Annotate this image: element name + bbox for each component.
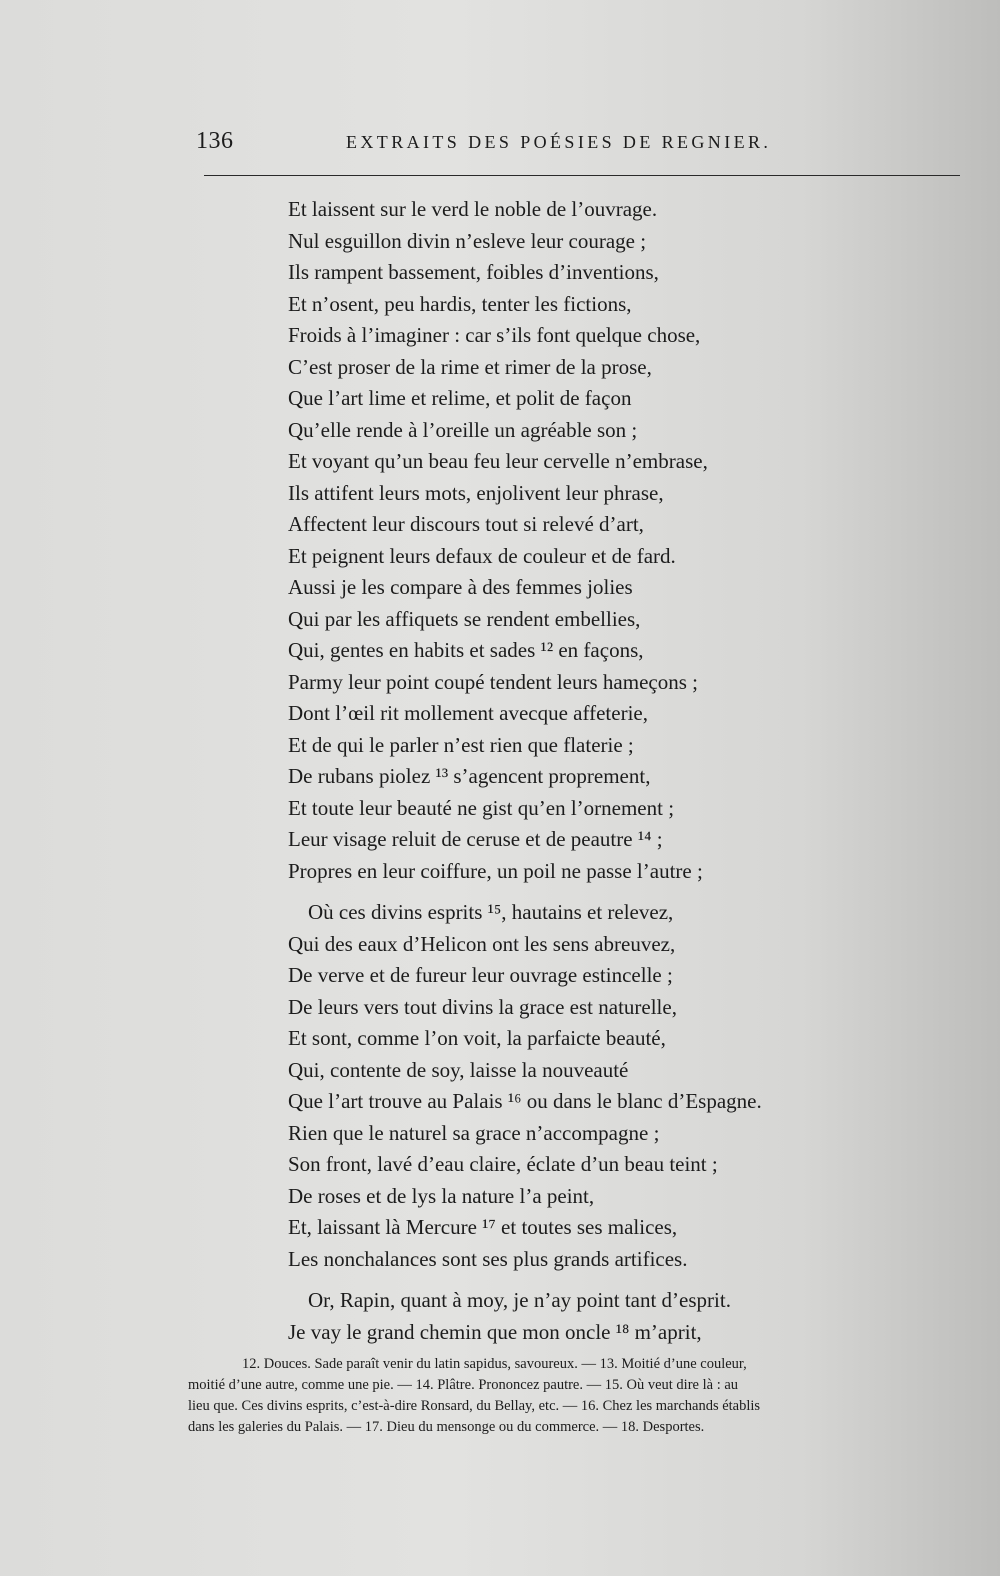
stanza-3 (288, 1285, 828, 1348)
verse-line: C’est proser de la rime et rimer de la prose, (288, 354, 652, 379)
verse-line: Ils rampent bassement, foibles d’inventions, (288, 260, 659, 284)
verse-line: Je vay le grand chemin que mon oncle ¹⁸ m’aprit, (288, 1319, 702, 1344)
verse-line: De rubans piolez ¹³ s’agencent proprement, (288, 764, 651, 788)
verse-line: Ils attifent leurs mots, enjolivent leur phrase, (288, 480, 664, 505)
poem-text (288, 194, 828, 1348)
verse-line: Qui par les affiquets se rendent embellies, (288, 606, 641, 631)
verse-line: Et peignent leurs defaux de couleur et de fard. (288, 543, 676, 568)
verse-line: Et de qui le parler n’est rien que flaterie ; (288, 732, 634, 757)
verse-line: Nul esguillon divin n’esleve leur courage ; (288, 228, 647, 253)
verse-line: Froids à l’imaginer : car s’ils font quelque chose, (288, 323, 701, 347)
verse-line: Or, Rapin, quant à moy, je n’ay point tant d’esprit. (308, 1288, 731, 1312)
verse-line: Son front, lavé d’eau claire, éclate d’un beau teint ; (288, 1152, 718, 1176)
verse-line: Que l’art lime et relime, et polit de façon (288, 386, 632, 410)
footnote-line: 12. Douces. Sade paraît venir du latin sapidus, savoureux. — 13. Moitié d’une couleur, (242, 1356, 747, 1372)
footnotes (188, 1354, 958, 1438)
footnote-line: dans les galeries du Palais. — 17. Dieu du mensonge ou du commerce. — 18. Desportes. (188, 1419, 705, 1435)
stanza-1 (288, 194, 828, 887)
verse-line: Et, laissant là Mercure ¹⁷ et toutes ses malices, (288, 1215, 678, 1239)
verse-line: De roses et de lys la nature l’a peint, (288, 1183, 595, 1208)
verse-line: Et voyant qu’un beau feu leur cervelle n’embrase, (288, 449, 708, 473)
verse-line: Qu’elle rende à l’oreille un agréable son ; (288, 417, 638, 442)
verse-line: Et laissent sur le verd le noble de l’ouvrage. (288, 197, 658, 221)
verse-line: Et n’osent, peu hardis, tenter les fictions, (288, 291, 632, 316)
verse-line: Affectent leur discours tout si relevé d’art, (288, 512, 644, 536)
verse-line: Rien que le naturel sa grace n’accompagne ; (288, 1120, 660, 1145)
footnote-line: moitié d’une autre, comme une pie. — 14. Plâtre. Prononcez pautre. — 15. Où veut dire là : au (188, 1377, 739, 1393)
running-title: EXTRAITS DES POÉSIES DE REGNIER. (346, 132, 772, 152)
stanza-2 (288, 897, 828, 1275)
header-rule (204, 175, 960, 176)
verse-line: Qui des eaux d’Helicon ont les sens abreuvez, (288, 931, 676, 956)
stanza-gap (288, 887, 828, 897)
verse-line: Que l’art trouve au Palais ¹⁶ ou dans le blanc d’Espagne. (288, 1089, 762, 1113)
verse-line: Parmy leur point coupé tendent leurs hameçons ; (288, 669, 698, 694)
verse-line: Et sont, comme l’on voit, la parfaicte beauté, (288, 1026, 666, 1050)
verse-line: Aussi je les compare à des femmes jolies (288, 575, 633, 599)
verse-line: Qui, contente de soy, laisse la nouveauté (288, 1057, 629, 1082)
verse-line: De leurs vers tout divins la grace est naturelle, (288, 994, 677, 1019)
page-number: 136 (196, 128, 234, 154)
footnote-line: lieu que. Ces divins esprits, c’est-à-dire Ronsard, du Bellay, etc. — 16. Chez les marchands établis (188, 1398, 761, 1414)
verse-line: Qui, gentes en habits et sades ¹² en façons, (288, 638, 644, 662)
running-head (196, 128, 976, 160)
verse-line: Propres en leur coiffure, un poil ne passe l’autre ; (288, 858, 703, 883)
verse-line: Leur visage reluit de ceruse et de peautre ¹⁴ ; (288, 827, 663, 851)
verse-line: De verve et de fureur leur ouvrage estincelle ; (288, 963, 673, 987)
stanza-gap (288, 1275, 828, 1285)
verse-line: Les nonchalances sont ses plus grands artifices. (288, 1246, 688, 1271)
verse-line: Où ces divins esprits ¹⁵, hautains et relevez, (308, 900, 674, 924)
verse-line: Dont l’œil rit mollement avecque affeterie, (288, 701, 648, 725)
verse-line: Et toute leur beauté ne gist qu’en l’ornement ; (288, 795, 675, 820)
